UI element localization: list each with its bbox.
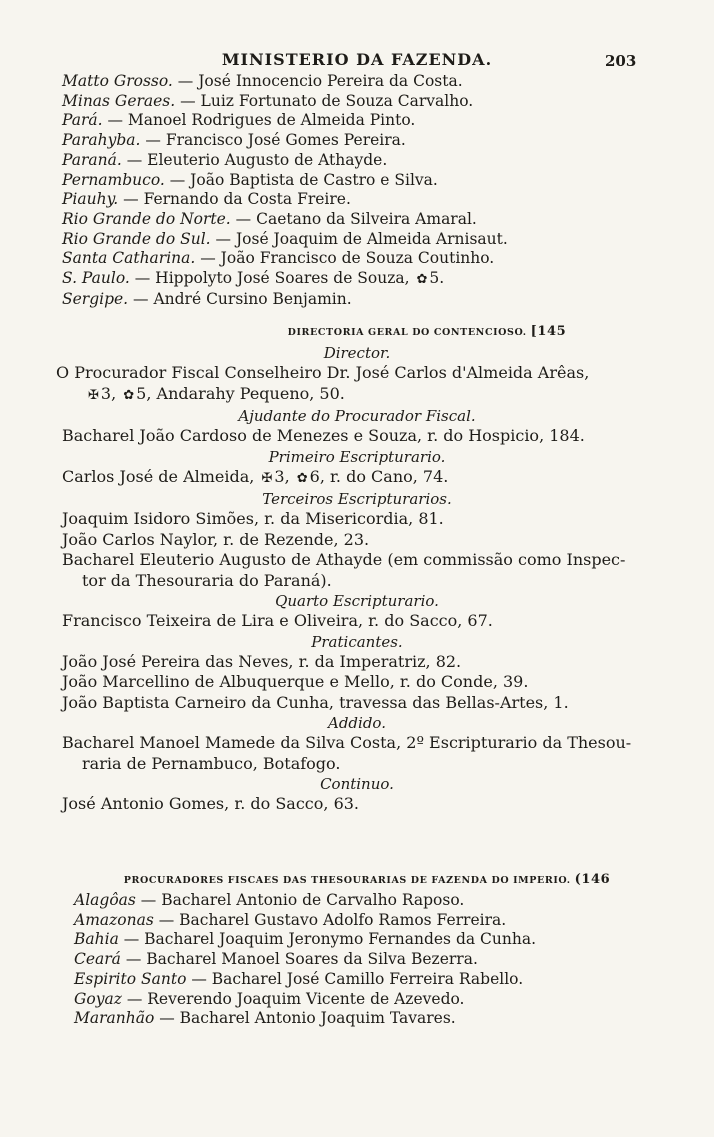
praticantes-label: Praticantes. <box>311 632 403 651</box>
list-item: Matto Grosso. — José Innocencio Pereira da Costa. <box>62 72 463 90</box>
list-item: Pernambuco. — João Baptista de Castro e Silva. <box>62 170 438 189</box>
list-item: João Baptista Carneiro da Cunha, travessa das Bellas-Artes, 1. <box>62 692 569 712</box>
list-item: Pará. — Manoel Rodrigues de Almeida Pinto. <box>62 111 416 130</box>
quarto-label: Quarto Escripturario. <box>275 592 439 610</box>
cross-order-icon: ✠ <box>261 470 273 486</box>
quarto-entry: Francisco Teixeira de Lira e Oliveira, r. do Sacco, 67. <box>62 611 493 630</box>
section-heading: PROCURADORES FISCAES DAS THESOURARIAS DE FAZENDA DO IMPERIO. (146 <box>123 872 611 887</box>
list-item: Maranhão — Bacharel Antonio Joaquim Tavares. <box>74 1009 456 1028</box>
list-item: João Carlos Naylor, r. de Rezende, 23. <box>62 529 370 549</box>
list-item: Paraná. — Eleuterio Augusto de Athayde. <box>62 150 388 169</box>
procuradores-section <box>62 870 652 1029</box>
contencioso-section <box>56 322 652 815</box>
ajudante-entry: Bacharel João Cardoso de Menezes e Souza, r. do Hospicio, 184. <box>62 426 585 445</box>
addido-entry: Bacharel Manoel Mamede da Silva Costa, 2º Escripturario da Thesou- <box>62 733 632 752</box>
rose-order-icon: ✿ <box>123 387 135 403</box>
list-item: João Marcellino de Albuquerque e Mello, r. do Conde, 39. <box>62 672 529 691</box>
page-number: 203 <box>605 52 637 70</box>
terceiros-label: Terceiros Escripturarios. <box>262 490 452 508</box>
list-item: Parahyba. — Francisco José Gomes Pereira. <box>62 131 406 150</box>
primeiro-label: Primeiro Escripturario. <box>268 447 446 466</box>
director-entry-cont: ✠ 3, ✿ 5, Andarahy Pequeno, 50. <box>62 384 652 407</box>
ajudante-label: Ajudante do Procurador Fiscal. <box>238 407 476 425</box>
list-item: Bacharel Eleuterio Augusto de Athayde (em commissão como Inspec- <box>62 550 626 569</box>
primeiro-entry: Carlos José de Almeida, ✠ 3, ✿ 6, r. do Cano, 74. <box>62 467 652 490</box>
list-item: Bahia — Bacharel Joaquim Jeronymo Fernandes da Cunha. <box>74 930 537 949</box>
running-title: MINISTERIO DA FAZENDA. <box>221 50 493 69</box>
section-heading: DIRECTORIA GERAL DO CONTENCIOSO. [145 <box>287 324 567 339</box>
continuo-entry: José Antonio Gomes, r. do Sacco, 63. <box>62 794 360 813</box>
list-item: Piauhy. — Fernando da Costa Freire. <box>62 190 351 209</box>
provinces-list <box>62 72 652 309</box>
list-item: Amazonas — Bacharel Gustavo Adolfo Ramos Ferreira. <box>74 910 507 929</box>
list-item-cont: tor da Thesouraria do Paraná). <box>82 570 332 590</box>
list-item: Rio Grande do Sul. — José Joaquim de Almeida Arnisaut. <box>62 229 508 248</box>
list-item: Alagôas — Bacharel Antonio de Carvalho Raposo. <box>74 891 465 909</box>
list-item: Sergipe. — André Cursino Benjamin. <box>62 289 352 308</box>
director-entry: O Procurador Fiscal Conselheiro Dr. José Carlos d'Almeida Arêas, <box>56 363 590 382</box>
list-item: Joaquim Isidoro Simões, r. da Misericordia, 81. <box>62 509 444 528</box>
addido-label: Addido. <box>328 714 386 732</box>
list-item: Rio Grande do Norte. — Caetano da Silveira Amaral. <box>62 209 477 228</box>
list-item: Minas Geraes. — Luiz Fortunato de Souza Carvalho. <box>62 91 474 110</box>
addido-entry-cont: raria de Pernambuco, Botafogo. <box>82 753 341 773</box>
rose-order-icon: ✿ <box>416 272 428 288</box>
rose-order-icon: ✿ <box>296 470 308 486</box>
list-item: Espirito Santo — Bacharel José Camillo Ferreira Rabello. <box>74 969 524 988</box>
director-label: Director. <box>323 344 391 362</box>
cross-order-icon: ✠ <box>88 387 99 403</box>
list-item: Santa Catharina. — João Francisco de Souza Coutinho. <box>62 249 495 268</box>
list-item: João José Pereira das Neves, r. da Imperatriz, 82. <box>62 651 462 671</box>
list-item: S. Paulo. — Hippolyto José Soares de Souza, ✿ 5. <box>62 269 652 290</box>
continuo-label: Continuo. <box>320 775 394 793</box>
list-item: Ceará — Bacharel Manoel Soares da Silva Bezerra. <box>74 950 478 969</box>
list-item: Goyaz — Reverendo Joaquim Vicente de Azevedo. <box>74 989 465 1008</box>
